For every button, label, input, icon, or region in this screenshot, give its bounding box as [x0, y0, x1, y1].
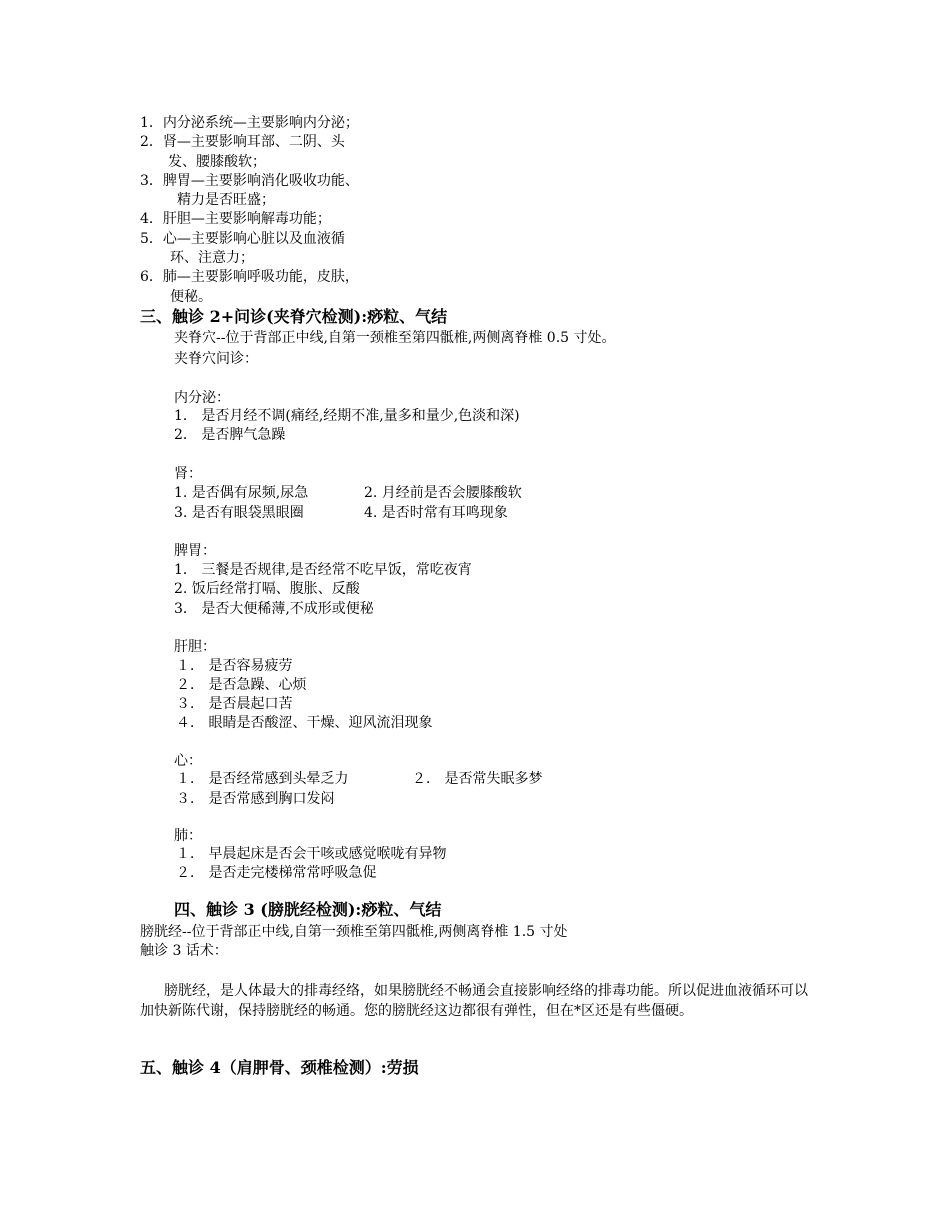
question-item: １． 是否经常感到头晕乏力	[176, 771, 349, 787]
group-title: 脾胃：	[174, 543, 216, 559]
question-item: 3. 是否有眼袋黑眼圈	[174, 505, 304, 521]
question-item: 1. 是否偶有尿频,尿急	[174, 485, 309, 501]
list-item-continuation: 发、腰膝酸软；	[168, 154, 266, 170]
section-definition: 膀胱经--位于背部正中线,自第一颈椎至第四骶椎,两侧离脊椎 1.5 寸处	[140, 924, 568, 940]
list-item: 1．内分泌系统—主要影响内分泌；	[140, 115, 359, 131]
group-title: 心：	[174, 753, 202, 769]
list-item: 6．肺—主要影响呼吸功能，皮肤，	[140, 269, 359, 285]
question-item: 2. 月经前是否会腰膝酸软	[364, 485, 522, 501]
question-item: １． 早晨起床是否会干咳或感觉喉咙有异物	[176, 846, 447, 862]
list-item-continuation: 便秘。	[170, 289, 212, 305]
question-item: 2. 饭后经常打嗝、腹胀、反酸	[174, 581, 360, 597]
section-intro: 夹脊穴问诊：	[174, 351, 258, 367]
question-item: 1． 是否月经不调(痛经,经期不准,量多和量少,色淡和深)	[174, 408, 520, 424]
list-item: 4．肝胆—主要影响解毒功能；	[140, 211, 331, 227]
question-item: ４． 眼睛是否酸涩、干燥、迎风流泪现象	[176, 715, 433, 731]
section-definition: 夹脊穴--位于背部正中线,自第一颈椎至第四骶椎,两侧离脊椎 0.5 寸处。	[174, 330, 616, 346]
section-intro: 触诊 3 话术：	[140, 943, 228, 959]
group-title: 肺：	[174, 828, 202, 844]
question-item: ２． 是否常失眠多梦	[412, 771, 543, 787]
question-item: 2． 是否脾气急躁	[174, 427, 286, 443]
question-item: 3． 是否大便稀薄,不成形或便秘	[174, 601, 374, 617]
list-item: 2．肾—主要影响耳部、二阴、头	[140, 134, 345, 150]
list-item-continuation: 精力是否旺盛；	[177, 192, 275, 208]
list-item: 3．脾胃—主要影响消化吸收功能、	[140, 173, 359, 189]
group-title: 内分泌：	[174, 390, 230, 406]
section-heading: 四、触诊 3 (膀胱经检测):痧粒、气结	[174, 900, 442, 919]
question-item: ３． 是否常感到胸口发闷	[176, 791, 335, 807]
section-paragraph: 膀胱经，是人体最大的排毒经络，如果膀胱经不畅通会直接影响经络的排毒功能。所以促进血液循环可以加快新陈代谢，保持膀胱经的畅通。您的膀胱经这边都很有弹性，但在*区还是有些僵硬。	[140, 983, 808, 1019]
section-heading: 三、触诊 2+问诊(夹脊穴检测):痧粒、气结	[140, 307, 448, 326]
question-item: ３． 是否晨起口苦	[176, 696, 293, 712]
group-title: 肾：	[174, 466, 202, 482]
list-item-continuation: 环、注意力；	[170, 250, 254, 266]
group-title: 肝胆：	[174, 639, 216, 655]
question-item: ２． 是否急躁、心烦	[176, 677, 307, 693]
section-heading: 五、触诊 4（肩胛骨、颈椎检测）:劳损	[140, 1058, 419, 1077]
question-item: 4. 是否时常有耳鸣现象	[364, 505, 508, 521]
list-item: 5．心—主要影响心脏以及血液循	[140, 231, 345, 247]
question-item: 1． 三餐是否规律,是否经常不吃早饭，常吃夜宵	[174, 562, 472, 578]
question-item: ２． 是否走完楼梯常常呼吸急促	[176, 865, 377, 881]
question-item: １． 是否容易疲劳	[176, 658, 293, 674]
